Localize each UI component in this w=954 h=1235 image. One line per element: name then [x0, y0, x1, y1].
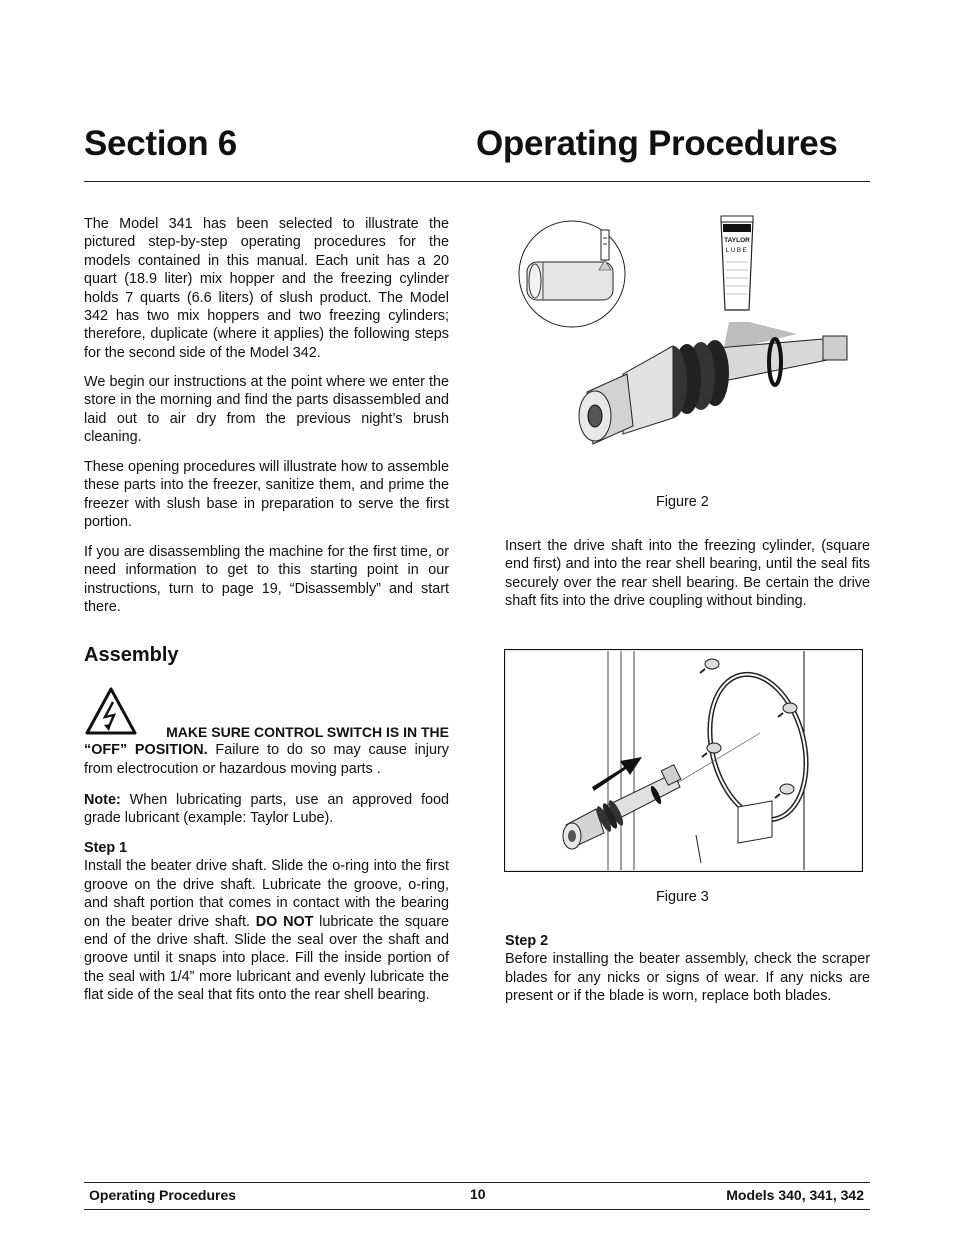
footer-section-name: Operating Procedures: [89, 1187, 237, 1203]
note-label: Note:: [84, 792, 121, 808]
figure3-installation-illustration: [504, 649, 863, 872]
figure2-instruction: Insert the drive shaft into the freezing cylinder, (square end first) and into the rear shell bearing, until the seal fits securely over the rear shell bearing. Be certain the drive shaft fits into the drive coupling without binding.: [505, 538, 870, 610]
figure2-drive-shaft-illustration: [505, 212, 870, 474]
note-body: When lubricating parts, use an approved food grade lubricant (example: Taylor Lube).: [84, 792, 449, 827]
header-rule: [84, 181, 870, 182]
tube-brand-label: TAYLOR: [724, 237, 750, 244]
warning-bold-line: MAKE SURE CONTROL SWITCH IS IN THE: [166, 724, 449, 740]
tube-product-label: LUBE: [725, 247, 749, 254]
warning-bold-off: “OFF” POSITION.: [84, 742, 208, 759]
warning-text: [84, 723, 449, 778]
step2-label: Step 2: [505, 933, 549, 949]
footer-top-rule: [84, 1182, 870, 1183]
step1-bold: DO NOT: [255, 913, 314, 930]
step1-text-a: Install the beater drive shaft. Slide the o-ring into the first groove on the drive shaft. Lubricate the groove, o-ring, and shaft portion that comes in contact with the bearing on the beater drive shaft.: [84, 858, 449, 930]
footer-bottom-rule: [84, 1209, 870, 1210]
intro-paragraph-4: If you are disassembling the machine for the first time, or need information to get to this starting point in our instructions, turn to page 19, “Disassembly” and start there.: [84, 544, 449, 616]
page-title: Operating Procedures: [476, 124, 838, 163]
footer-models: Models 340, 341, 342: [726, 1187, 864, 1203]
step1-text-b: lubricate the square end of the drive shaft. Slide the seal over the shaft and groove until it snaps into place. Fill the inside portion of the seal with 1/4” more lubricant and evenly lubricate the flat side of the seal that fits onto the rear shell bearing.: [84, 913, 449, 1004]
section-number: Section 6: [84, 124, 237, 163]
assembly-heading: Assembly: [84, 644, 179, 666]
figure3-caption: Figure 3: [656, 889, 709, 905]
note-text: [84, 791, 449, 828]
step2-block: [505, 932, 870, 1006]
intro-paragraph-3: These opening procedures will illustrate how to assemble these parts into the freezer, sanitize them, and prime the freezer with slush base in preparation to serve the first portion.: [84, 459, 449, 531]
step1-block: [84, 839, 449, 1005]
step2-text: Before installing the beater assembly, check the scraper blades for any nicks or signs of wear. If any nicks are present or if the blade is worn, replace both blades.: [505, 951, 870, 1005]
footer-page-number: 10: [470, 1186, 486, 1202]
figure2-caption: Figure 2: [656, 494, 709, 510]
step1-label: Step 1: [84, 840, 128, 856]
intro-paragraph-2: We begin our instructions at the point where we enter the store in the morning and find the parts disassembled and laid out to air dry from the previous night’s brush cleaning.: [84, 374, 449, 446]
intro-paragraph-1: The Model 341 has been selected to illustrate the pictured step-by-step operating procedures for the models contained in this manual. Each unit has a 20 quart (18.9 liter) mix hopper and the freezing cylinder holds 7 quarts (6.6 liters) of slush product. The Model 342 has two mix hoppers and two freezing cylinders; therefore, duplicate (where it applies) the following steps for the second side of the Model 342.: [84, 216, 449, 361]
warning-rest: Failure to do so may cause injury from electrocution or hazardous moving parts .: [84, 742, 449, 777]
